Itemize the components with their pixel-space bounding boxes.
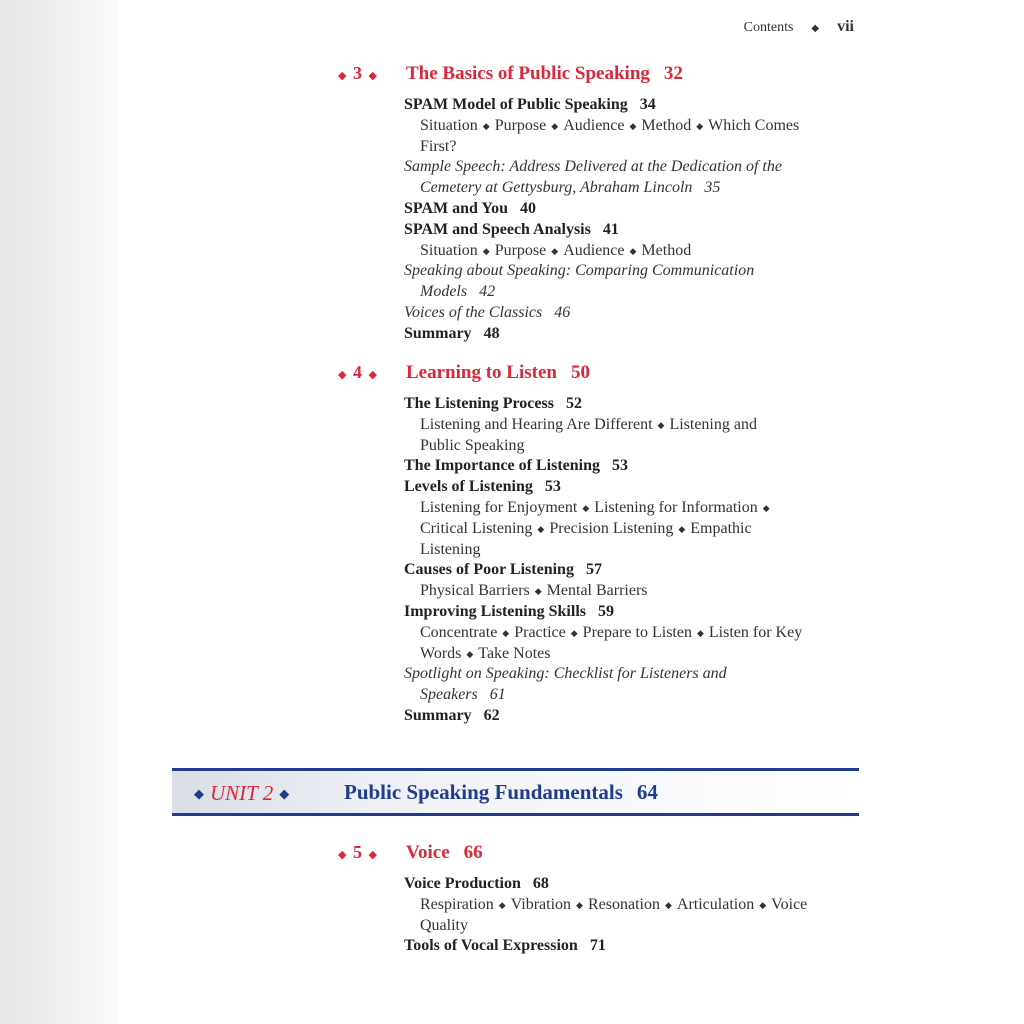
diamond-bullet-icon: ◆ (551, 120, 559, 131)
diamond-bullet-icon: ◆ (482, 245, 490, 256)
chapter-5-block (338, 842, 878, 957)
page-number: vii (837, 18, 854, 35)
subtopic-item: Audience (563, 241, 625, 259)
subtopic-item: First? (420, 137, 457, 155)
subtopic-item: Mental Barriers (546, 582, 648, 600)
subtopic-line (404, 415, 878, 436)
diamond-icon: ◆ (368, 849, 378, 861)
section-page: 52 (565, 395, 582, 412)
chapter-title: The Basics of Public Speaking (406, 63, 650, 84)
section-page: 68 (532, 875, 549, 892)
unit-label (188, 781, 295, 806)
subtopic-item: Resonation (587, 895, 660, 913)
diamond-icon: ◆ (811, 23, 820, 34)
subtopic-item: Audience (563, 116, 625, 134)
feature-title: Sample Speech: Address Delivered at the Dedication of the (404, 158, 782, 176)
subtopic-item: Voice (771, 895, 808, 913)
chapter-entries (404, 874, 878, 957)
section-page: 53 (612, 457, 628, 475)
diamond-bullet-icon: ◆ (678, 523, 686, 534)
subtopic-line (404, 540, 878, 561)
subtopic-item: Listening and Hearing Are Different (420, 415, 653, 433)
section-page: 40 (520, 199, 537, 217)
diamond-icon: ◆ (368, 70, 378, 82)
unit-title-text: Public Speaking Fundamentals (344, 780, 623, 804)
section-page: 53 (544, 478, 561, 496)
section-title: The Listening Process (404, 395, 554, 412)
diamond-bullet-icon: ◆ (629, 245, 637, 256)
chapter-number-text: 3 (347, 63, 369, 83)
subtopic-item: Practice (514, 623, 566, 641)
chapter-title: Voice (406, 842, 450, 863)
chapter-number (338, 63, 406, 84)
diamond-bullet-icon: ◆ (482, 120, 490, 131)
diamond-bullet-icon: ◆ (537, 523, 545, 534)
subtopic-line (404, 644, 878, 665)
feature-entry (404, 303, 878, 324)
chapter-number (338, 842, 406, 863)
subtopic-item: Words (420, 644, 462, 662)
unit-label-text: UNIT 2 (210, 781, 274, 805)
diamond-bullet-icon: ◆ (576, 899, 583, 910)
diamond-bullet-icon: ◆ (582, 502, 590, 513)
chapter-title: Learning to Listen (406, 362, 557, 383)
feature-title: Speakers (420, 686, 478, 704)
subtopic-item: Which Comes (708, 116, 800, 134)
subtopic-line (404, 498, 878, 519)
diamond-icon: ◆ (338, 70, 348, 82)
subtopic-line (404, 519, 878, 540)
section-page: 34 (639, 96, 656, 113)
subtopic-item: Listening for Information (594, 498, 758, 516)
subtopic-line (404, 623, 878, 644)
subtopic-item: Physical Barriers (420, 582, 530, 600)
section-title: Improving Listening Skills (404, 602, 586, 620)
chapter-page: 50 (570, 362, 590, 383)
subtopic-item: Public Speaking (420, 436, 525, 454)
feature-entry (404, 261, 878, 282)
section-page: 59 (597, 602, 614, 620)
diamond-bullet-icon: ◆ (696, 120, 704, 131)
chapter-4-block (338, 362, 878, 727)
section-entry (404, 95, 878, 116)
section-entry (404, 220, 878, 241)
diamond-bullet-icon: ◆ (498, 899, 506, 910)
chapter-number-text: 4 (347, 362, 369, 382)
diamond-bullet-icon: ◆ (664, 899, 672, 910)
section-entry (404, 199, 878, 220)
unit-banner (172, 768, 859, 816)
subtopic-item: Take Notes (478, 644, 551, 662)
section-entry (404, 394, 878, 415)
subtopic-item: Prepare to Listen (582, 623, 692, 641)
subtopic-line (404, 137, 878, 158)
page-edge-shadow (0, 0, 118, 1024)
subtopic-line (404, 116, 878, 137)
diamond-bullet-icon: ◆ (759, 899, 767, 910)
section-title: Causes of Poor Listening (404, 561, 574, 579)
section-page: 62 (483, 706, 500, 724)
subtopic-item: Quality (420, 916, 468, 934)
chapter-entries (404, 394, 878, 727)
chapter-number-text: 5 (347, 842, 369, 862)
subtopic-item: Articulation (676, 895, 755, 913)
section-entry (404, 324, 878, 345)
running-head (744, 18, 854, 36)
chapter-heading (338, 362, 878, 384)
feature-title: Cemetery at Gettysburg, Abraham Lincoln (420, 179, 693, 197)
feature-title: Speaking about Speaking: Comparing Communication (404, 262, 755, 280)
subtopic-item: Listening and (669, 415, 757, 433)
section-entry (404, 560, 878, 581)
section-page: 71 (589, 937, 606, 955)
subtopic-item: Purpose (494, 241, 547, 259)
section-entry (404, 874, 878, 895)
section-title: Tools of Vocal Expression (404, 937, 578, 955)
subtopic-item: Empathic (690, 519, 752, 537)
chapter-3-block (338, 63, 878, 345)
chapter-entries (404, 95, 878, 345)
unit-title (344, 780, 658, 805)
feature-title: Models (420, 283, 468, 301)
subtopic-item: Purpose (494, 116, 547, 134)
section-entry (404, 936, 878, 957)
subtopic-item: Listening (420, 540, 481, 558)
subtopic-item: Vibration (510, 895, 572, 913)
diamond-bullet-icon: ◆ (502, 627, 510, 638)
section-title: SPAM and You (404, 199, 509, 217)
subtopic-item: Precision Listening (549, 519, 674, 537)
subtopic-line (404, 581, 878, 602)
feature-entry (404, 664, 878, 685)
section-title: Summary (404, 706, 472, 724)
subtopic-item: Critical Listening (420, 519, 533, 537)
feature-title: Spotlight on Speaking: Checklist for Listeners and (404, 665, 727, 683)
diamond-icon: ◆ (194, 786, 204, 801)
diamond-icon: ◆ (338, 369, 348, 381)
diamond-bullet-icon: ◆ (551, 245, 559, 256)
subtopic-item: Listen for Key (708, 623, 803, 641)
chapter-heading (338, 842, 878, 864)
section-page: 57 (585, 561, 602, 579)
section-title: SPAM and Speech Analysis (404, 220, 591, 238)
subtopic-item: Method (641, 241, 692, 259)
diamond-icon: ◆ (338, 849, 348, 861)
running-head-label: Contents (743, 20, 794, 35)
diamond-bullet-icon: ◆ (466, 648, 474, 659)
feature-page: 42 (479, 283, 496, 301)
unit-page: 64 (636, 780, 658, 804)
subtopic-item: Situation (420, 116, 478, 134)
section-entry (404, 706, 878, 727)
section-title: Levels of Listening (404, 478, 533, 496)
subtopic-item: Method (641, 116, 692, 134)
section-entry (404, 456, 878, 477)
subtopic-item: Listening for Enjoyment (420, 498, 578, 516)
diamond-bullet-icon: ◆ (762, 502, 770, 513)
diamond-icon: ◆ (279, 786, 290, 801)
chapter-page: 32 (663, 63, 683, 84)
diamond-bullet-icon: ◆ (696, 627, 704, 638)
section-page: 41 (602, 220, 619, 238)
subtopic-line (404, 916, 878, 937)
subtopic-item: Situation (420, 241, 478, 259)
subtopic-line (404, 895, 878, 916)
chapter-number (338, 362, 406, 383)
section-title: The Importance of Listening (404, 457, 600, 475)
section-page: 48 (483, 324, 500, 342)
subtopic-line (404, 436, 878, 457)
feature-entry (404, 685, 878, 706)
chapter-page: 66 (463, 842, 483, 863)
section-title: SPAM Model of Public Speaking (404, 96, 628, 113)
feature-entry (404, 282, 878, 303)
feature-entry (404, 157, 878, 178)
section-entry (404, 477, 878, 498)
subtopic-item: Concentrate (420, 623, 498, 641)
subtopic-line (404, 241, 878, 262)
subtopic-item: Respiration (420, 895, 494, 913)
feature-page: 46 (554, 303, 571, 321)
diamond-bullet-icon: ◆ (570, 627, 578, 638)
section-title: Voice Production (404, 875, 521, 892)
section-title: Summary (404, 324, 472, 342)
section-entry (404, 602, 878, 623)
diamond-bullet-icon: ◆ (534, 586, 542, 597)
feature-page: 61 (489, 686, 506, 704)
feature-entry (404, 178, 878, 199)
diamond-bullet-icon: ◆ (657, 419, 665, 430)
diamond-icon: ◆ (368, 369, 378, 381)
diamond-bullet-icon: ◆ (629, 120, 637, 131)
feature-page: 35 (704, 179, 721, 197)
feature-title: Voices of the Classics (404, 303, 543, 321)
chapter-heading (338, 63, 878, 85)
